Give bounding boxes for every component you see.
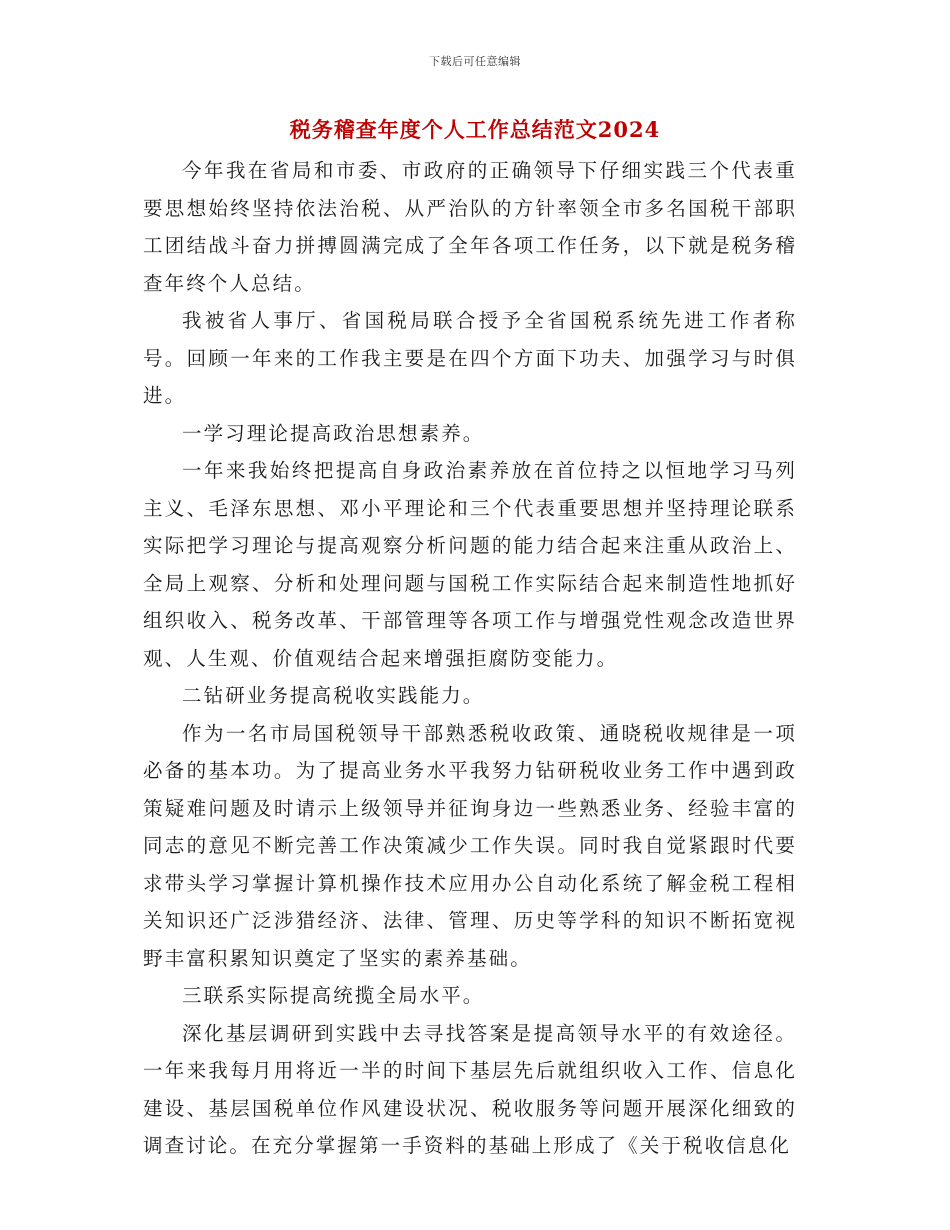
section-heading-3: 三联系实际提高统揽全局水平。 [182, 984, 485, 1007]
paragraph-section-1: 一年来我始终把提高自身政治素养放在首位持之以恒地学习马列主义、毛泽东思想、邓小平理论和三个代表重要思想并坚持理论联系实际把学习理论与提高观察分析问题的能力结合起来注重从政治上、全局上观察、分析和处理问题与国税工作实际结合起来制造性地抓好组织收入、税务改革、干部管理等各项工作与增强党性观念改造世界观、人生观、价值观结合起来增强拒腐防变能力。 [143, 459, 797, 670]
page-header-note: 下载后可任意编辑 [429, 55, 521, 68]
document-title: 税务稽查年度个人工作总结范文2024 [289, 117, 661, 142]
section-heading-1: 一学习理论提高政治思想素养。 [182, 421, 485, 445]
document-body [143, 152, 797, 1165]
paragraph-award: 我被省人事厅、省国税局联合授予全省国税系统先进工作者称号。回顾一年来的工作我主要是在四个方面下功夫、加强学习与时俱进。 [143, 309, 797, 407]
paragraph-section-3: 深化基层调研到实践中去寻找答案是提高领导水平的有效途径。一年来我每月用将近一半的时间下基层先后就组织收入工作、信息化建设、基层国税单位作风建设状况、税收服务等问题开展深化细致的调查讨论。在充分掌握第一手资料的基础上形成了《关于税收信息化 [143, 1021, 797, 1157]
paragraph-intro: 今年我在省局和市委、市政府的正确领导下仔细实践三个代表重要思想始终坚持依法治税、从严治队的方针率领全市多名国税干部职工团结战斗奋力拼搏圆满完成了全年各项工作任务，以下就是税务稽查年终个人总结。 [143, 159, 797, 295]
section-heading-2: 二钻研业务提高税收实践能力。 [182, 684, 485, 707]
paragraph-section-2: 作为一名市局国税领导干部熟悉税收政策、通晓税收规律是一项必备的基本功。为了提高业务水平我努力钻研税收业务工作中遇到政策疑难问题及时请示上级领导并征询身边一些熟悉业务、经验丰富的同志的意见不断完善工作决策减少工作失误。同时我自觉紧跟时代要求带头学习掌握计算机操作技术应用办公自动化系统了解金税工程相关知识还广泛涉猎经济、法律、管理、历史等学科的知识不断拓宽视野丰富积累知识奠定了坚实的素养基础。 [143, 721, 797, 970]
